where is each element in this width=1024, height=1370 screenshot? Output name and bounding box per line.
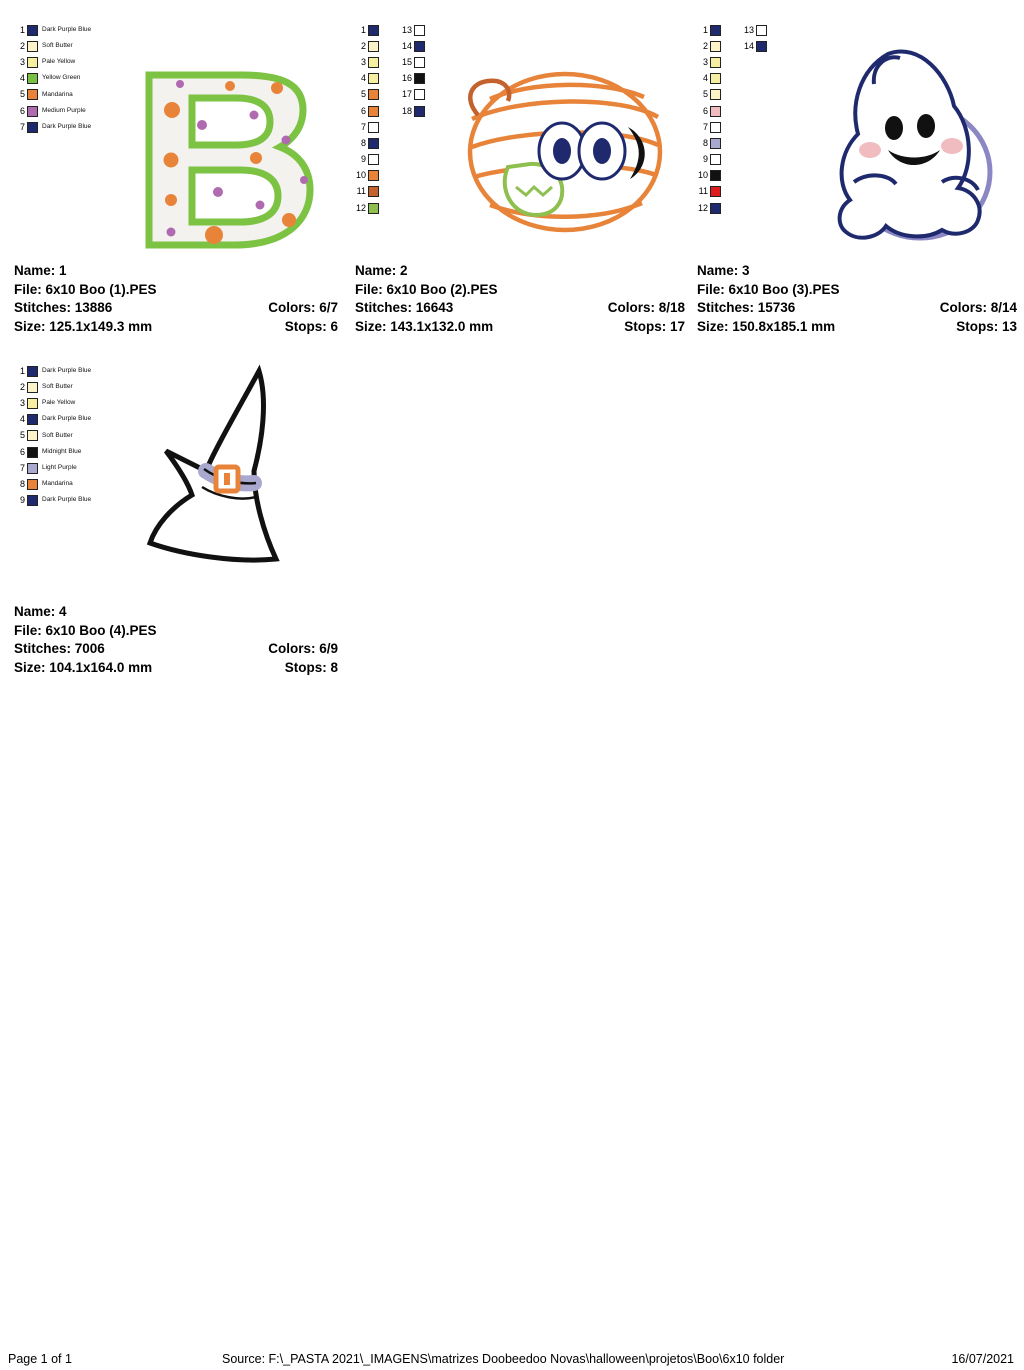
legend-row (697, 87, 721, 103)
design-stops: Stops: 6 (284, 318, 338, 334)
legend-row (355, 87, 379, 103)
design-info-2 (355, 262, 685, 336)
color-swatch (27, 41, 38, 52)
legend-row (355, 54, 379, 70)
design-stops: Stops: 17 (624, 318, 685, 334)
design-size: Size: 125.1x149.3 mm (14, 318, 153, 334)
legend-row (14, 22, 91, 38)
legend-index: 12 (697, 202, 708, 213)
legend-row (355, 22, 379, 38)
legend-row (14, 395, 91, 411)
color-swatch (368, 122, 379, 133)
legend-index: 1 (19, 24, 25, 35)
color-swatch (368, 25, 379, 36)
legend-row (14, 444, 91, 460)
color-swatch (368, 106, 379, 117)
legend-row (355, 103, 379, 119)
legend-row (743, 22, 767, 38)
legend-index: 17 (401, 89, 412, 100)
legend-row (14, 38, 91, 54)
legend-index: 13 (743, 24, 754, 35)
legend-index: 7 (360, 121, 366, 132)
legend-row (401, 71, 425, 87)
legend-row (697, 200, 721, 216)
legend-row (14, 493, 91, 509)
legend-row (14, 428, 91, 444)
color-swatch (27, 463, 38, 474)
color-swatch (368, 138, 379, 149)
color-swatch (27, 73, 38, 84)
print-date: 16/07/2021 (951, 1352, 1014, 1366)
color-name: Soft Butter (42, 42, 73, 50)
legend-index: 14 (401, 40, 412, 51)
color-swatch (368, 186, 379, 197)
legend-index: 7 (19, 121, 25, 132)
legend-index: 6 (360, 105, 366, 116)
legend-index: 5 (19, 89, 25, 100)
design-name: Name: 4 (14, 604, 67, 619)
legend-index: 4 (19, 414, 25, 425)
color-swatch (710, 25, 721, 36)
design-stitches: Stitches: 15736 (697, 300, 796, 315)
legend-index: 1 (360, 24, 366, 35)
color-swatch (27, 382, 38, 393)
color-swatch (710, 122, 721, 133)
color-name: Medium Purple (42, 106, 86, 114)
legend-index: 10 (355, 170, 366, 181)
color-swatch (710, 170, 721, 181)
design-file: File: 6x10 Boo (4).PES (14, 622, 157, 638)
color-swatch (756, 25, 767, 36)
legend-index: 2 (702, 40, 708, 51)
design-block-1 (14, 22, 344, 334)
color-swatch (710, 41, 721, 52)
legend-index: 10 (697, 170, 708, 181)
design-file: File: 6x10 Boo (1).PES (14, 281, 157, 297)
color-swatch (414, 41, 425, 52)
legend-row (697, 168, 721, 184)
legend-row (697, 54, 721, 70)
legend-index: 9 (702, 154, 708, 165)
legend-row (14, 71, 91, 87)
color-name: Yellow Green (42, 74, 81, 82)
legend-row (697, 71, 721, 87)
color-swatch (710, 89, 721, 100)
color-swatch (27, 106, 38, 117)
legend-row (401, 22, 425, 38)
color-swatch (710, 57, 721, 68)
legend-index: 3 (19, 397, 25, 408)
design-info-3 (697, 262, 1017, 336)
legend-index: 5 (702, 89, 708, 100)
legend-index: 6 (19, 446, 25, 457)
legend-row (401, 87, 425, 103)
legend-index: 13 (401, 24, 412, 35)
design-size: Size: 150.8x185.1 mm (697, 318, 836, 334)
legend-index: 5 (360, 89, 366, 100)
legend-row (14, 54, 91, 70)
legend-row (14, 103, 91, 119)
legend-row (697, 38, 721, 54)
color-swatch (756, 41, 767, 52)
design-preview-pumpkin-boo (450, 47, 680, 247)
legend-index: 8 (360, 137, 366, 148)
design-name: Name: 1 (14, 263, 67, 278)
color-swatch (27, 414, 38, 425)
legend-index: 6 (702, 105, 708, 116)
color-swatch (27, 479, 38, 490)
legend-index: 12 (355, 202, 366, 213)
legend-row (697, 184, 721, 200)
color-swatch (27, 122, 38, 133)
legend-index: 7 (702, 121, 708, 132)
color-name: Dark Purple Blue (42, 415, 92, 423)
legend-index: 8 (702, 137, 708, 148)
color-name: Dark Purple Blue (42, 122, 92, 130)
color-swatch (710, 138, 721, 149)
legend-row (697, 152, 721, 168)
design-stitches: Stitches: 16643 (355, 300, 454, 315)
color-name: Dark Purple Blue (42, 496, 92, 504)
design-colors: Colors: 6/9 (268, 641, 338, 656)
color-swatch (27, 366, 38, 377)
design-block-2 (355, 22, 685, 334)
legend-index: 15 (401, 56, 412, 67)
legend-row (401, 54, 425, 70)
color-swatch (414, 73, 425, 84)
color-swatch (368, 73, 379, 84)
design-stitches: Stitches: 13886 (14, 300, 113, 315)
legend-index: 5 (19, 430, 25, 441)
design-stops: Stops: 8 (284, 659, 338, 675)
design-colors: Colors: 8/18 (607, 300, 685, 315)
legend-index: 2 (19, 40, 25, 51)
design-preview-ghost (802, 32, 1022, 257)
legend-row (355, 71, 379, 87)
color-swatch (27, 57, 38, 68)
design-name: Name: 2 (355, 263, 408, 278)
legend-index: 6 (19, 105, 25, 116)
legend-index: 4 (19, 73, 25, 84)
legend-row (14, 460, 91, 476)
legend-row (697, 135, 721, 151)
legend-index: 9 (360, 154, 366, 165)
color-swatch (710, 73, 721, 84)
color-swatch (368, 57, 379, 68)
legend-row (355, 200, 379, 216)
legend-row (14, 412, 91, 428)
legend-index: 3 (360, 56, 366, 67)
color-name: Dark Purple Blue (42, 366, 92, 374)
color-name: Soft Butter (42, 431, 73, 439)
legend-row (14, 87, 91, 103)
design-info-1 (14, 262, 338, 336)
legend-index: 4 (702, 73, 708, 84)
design-file: File: 6x10 Boo (2).PES (355, 281, 498, 297)
legend-index: 4 (360, 73, 366, 84)
legend-row (14, 119, 91, 135)
color-swatch (27, 25, 38, 36)
legend-index: 8 (19, 478, 25, 489)
legend-index: 2 (360, 40, 366, 51)
legend-row (355, 168, 379, 184)
legend-index: 14 (743, 40, 754, 51)
page-number: Page 1 of 1 (8, 1352, 72, 1366)
color-name: Mandarina (42, 480, 73, 488)
color-swatch (27, 89, 38, 100)
legend-index: 1 (19, 365, 25, 376)
color-swatch (368, 203, 379, 214)
color-name: Pale Yellow (42, 58, 76, 66)
legend-index: 7 (19, 462, 25, 473)
design-block-3 (697, 22, 1017, 334)
legend-index: 9 (19, 495, 25, 506)
legend-row (14, 379, 91, 395)
color-swatch (710, 186, 721, 197)
design-stitches: Stitches: 7006 (14, 641, 105, 656)
legend-index: 3 (19, 56, 25, 67)
legend-row (355, 135, 379, 151)
design-colors: Colors: 8/14 (939, 300, 1017, 315)
legend-row (14, 476, 91, 492)
color-swatch (27, 398, 38, 409)
color-swatch (710, 106, 721, 117)
legend-row (355, 38, 379, 54)
design-name: Name: 3 (697, 263, 750, 278)
color-swatch (368, 154, 379, 165)
design-block-4 (14, 363, 344, 675)
legend-row (401, 38, 425, 54)
design-info-4 (14, 603, 338, 677)
color-swatch (414, 89, 425, 100)
legend-row (697, 103, 721, 119)
design-size: Size: 104.1x164.0 mm (14, 659, 153, 675)
color-name: Soft Butter (42, 383, 73, 391)
legend-row (401, 103, 425, 119)
legend-index: 16 (401, 73, 412, 84)
design-size: Size: 143.1x132.0 mm (355, 318, 494, 334)
design-stops: Stops: 13 (956, 318, 1017, 334)
legend-row (697, 119, 721, 135)
legend-index: 1 (702, 24, 708, 35)
color-swatch (710, 203, 721, 214)
legend-row (355, 119, 379, 135)
design-colors: Colors: 6/7 (268, 300, 338, 315)
source-path: Source: F:\_PASTA 2021\_IMAGENS\matrizes Doobeedoo Novas\halloween\projetos\Boo\6x10 folder (222, 1352, 785, 1366)
color-swatch (414, 106, 425, 117)
color-swatch (27, 495, 38, 506)
legend-index: 3 (702, 56, 708, 67)
legend-index: 11 (698, 186, 708, 197)
color-swatch (368, 170, 379, 181)
color-swatch (27, 430, 38, 441)
color-swatch (414, 57, 425, 68)
color-swatch (27, 447, 38, 458)
legend-index: 11 (356, 186, 366, 197)
design-file: File: 6x10 Boo (3).PES (697, 281, 840, 297)
color-swatch (368, 89, 379, 100)
color-swatch (710, 154, 721, 165)
legend-row (743, 38, 767, 54)
color-name: Mandarina (42, 90, 73, 98)
legend-row (697, 22, 721, 38)
legend-row (14, 363, 91, 379)
legend-index: 2 (19, 381, 25, 392)
design-preview-letter-b (114, 40, 334, 255)
color-name: Dark Purple Blue (42, 25, 92, 33)
legend-index: 18 (401, 105, 412, 116)
legend-row (355, 184, 379, 200)
color-name: Pale Yellow (42, 399, 76, 407)
color-name: Midnight Blue (42, 447, 82, 455)
color-swatch (368, 41, 379, 52)
color-name: Light Purple (42, 463, 77, 471)
legend-row (355, 152, 379, 168)
color-swatch (414, 25, 425, 36)
design-preview-witch-hat (144, 363, 344, 593)
